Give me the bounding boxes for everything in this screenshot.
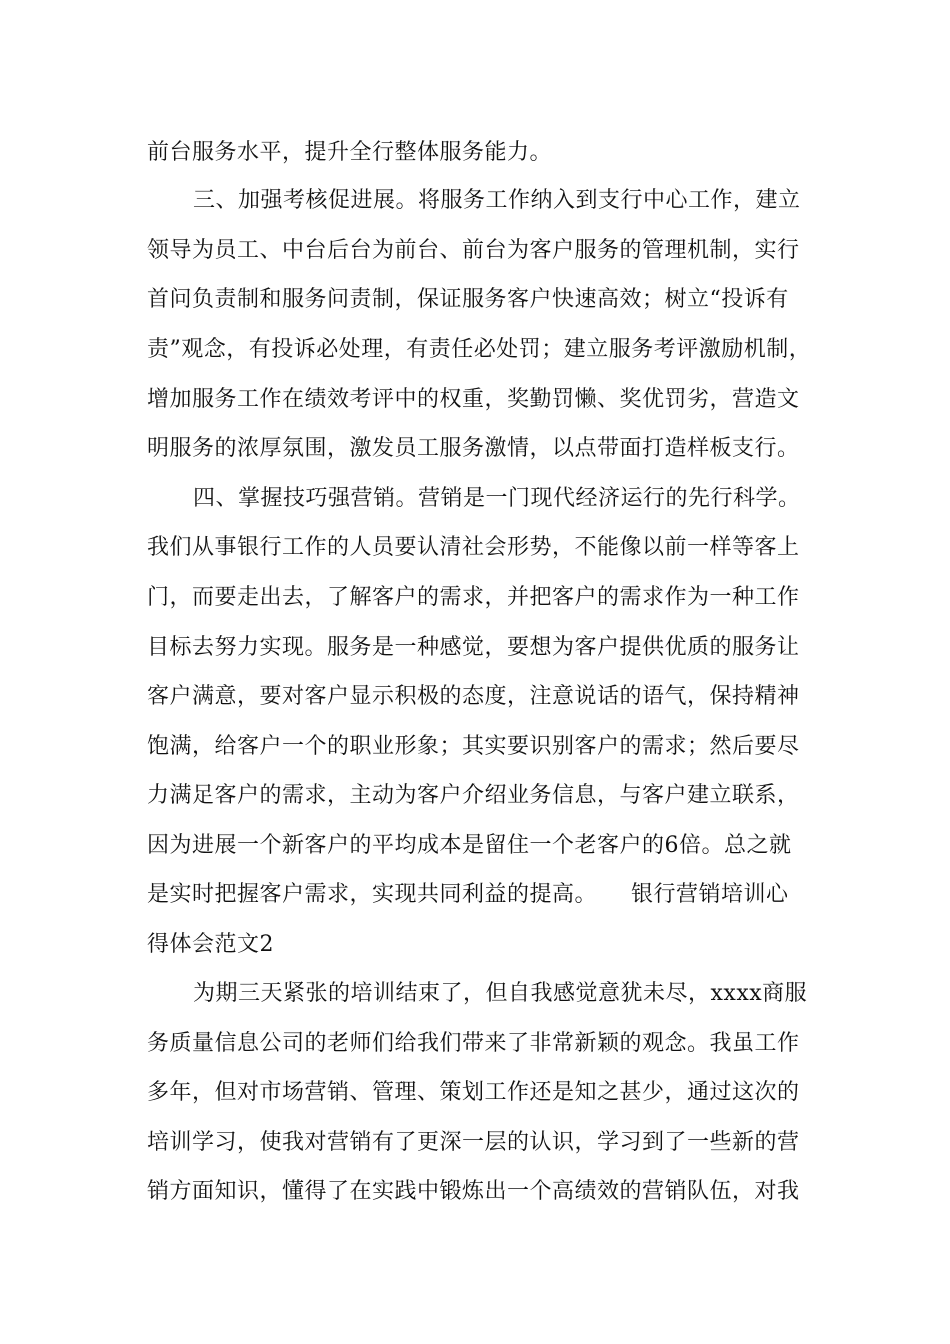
text-line: 我们从事银行工作的人员要认清社会形势，不能像以前一样等客上	[147, 535, 800, 560]
text-line: 前台服务水平，提升全行整体服务能力。	[147, 140, 553, 165]
text-line: 首问负责制和服务问责制，保证服务客户快速高效；树立“投诉有	[147, 287, 789, 312]
text-line: 门，而要走出去，了解客户的需求，并把客户的需求作为一种工作	[147, 585, 800, 610]
text-line: 四、掌握技巧强营销。营销是一门现代经济运行的先行科学。	[193, 486, 801, 511]
text-line: 饱满，给客户一个的职业形象；其实要识别客户的需求；然后要尽	[147, 734, 800, 759]
text-line: 多年，但对市场营销、管理、策划工作还是知之甚少，通过这次的	[147, 1080, 800, 1105]
text-line: 目标去努力实现。服务是一种感觉，要想为客户提供优质的服务让	[147, 635, 800, 660]
text-line: 得体会范文2	[147, 932, 274, 957]
text-line: 销方面知识，懂得了在实践中锻炼出一个高绩效的营销队伍，对我	[147, 1179, 800, 1204]
text-line: 因为进展一个新客户的平均成本是留住一个老客户的6倍。总之就	[147, 833, 792, 858]
text-line: 是实时把握客户需求，实现共同利益的提高。 银行营销培训心	[147, 882, 789, 907]
text-line: 领导为员工、中台后台为前台、前台为客户服务的管理机制，实行	[147, 238, 800, 263]
text-line: 务质量信息公司的老师们给我们带来了非常新颖的观念。我虽工作	[147, 1031, 800, 1056]
text-line: 明服务的浓厚氛围，激发员工服务激情，以点带面打造样板支行。	[147, 436, 800, 461]
text-line: 责”观念，有投诉必处理，有责任必处罚；建立服务考评激励机制，	[147, 337, 812, 362]
text-line: 力满足客户的需求，主动为客户介绍业务信息，与客户建立联系，	[147, 783, 800, 808]
text-line: 培训学习，使我对营销有了更深一层的认识，学习到了一些新的营	[147, 1130, 800, 1155]
text-line: 三、加强考核促进展。将服务工作纳入到支行中心工作，建立	[193, 188, 801, 213]
text-line: 增加服务工作在绩效考评中的权重，奖勤罚懒、奖优罚劣，营造文	[147, 387, 800, 412]
text-line: 为期三天紧张的培训结束了，但自我感觉意犹未尽，xxxx商服	[193, 981, 808, 1006]
text-line: 客户满意，要对客户显示积极的态度，注意说话的语气，保持精神	[147, 684, 800, 709]
